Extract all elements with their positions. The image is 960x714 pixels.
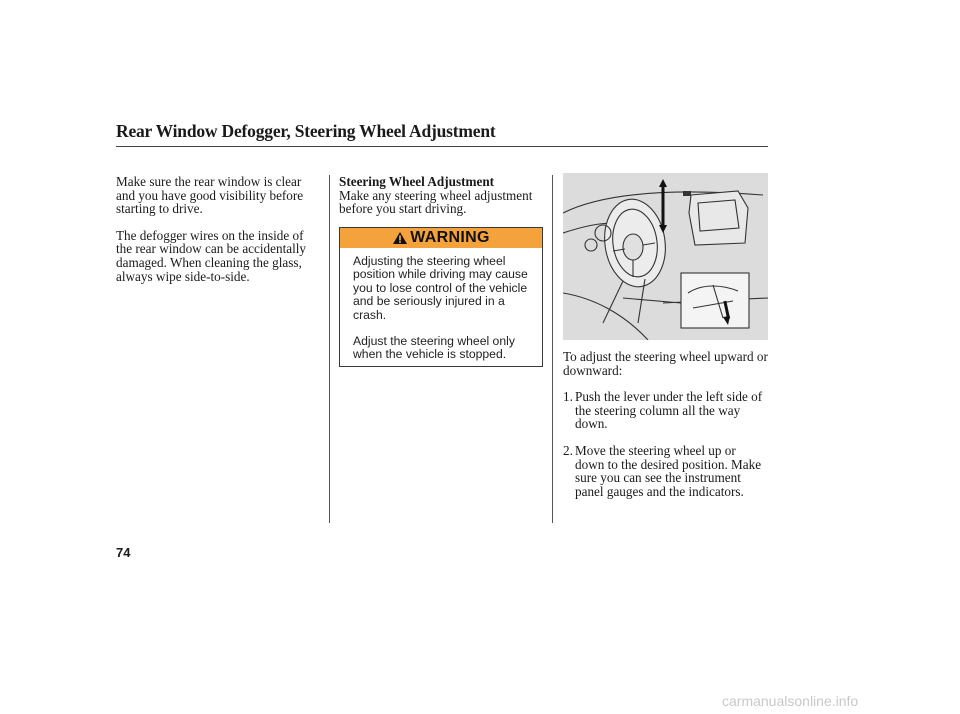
step-text: Move the steering wheel up or down to the desired position. Make sure you can see the instrument panel gauges and the indicators.: [575, 442, 762, 499]
middle-column: [339, 175, 549, 216]
warning-banner: [340, 228, 542, 248]
warning-text: [353, 255, 538, 362]
step-text: Push the lever under the left side of the steering column all the way down.: [575, 389, 763, 432]
warning-text-2: Adjust the steering wheel only when the vehicle is stopped.: [353, 334, 515, 362]
warning-text-1: Adjusting the steering wheel position while driving may cause you to lose control of the vehicle and be seriously injured in a crash.: [353, 254, 528, 322]
section-heading: Steering Wheel Adjustment: [339, 174, 495, 189]
right-column: [563, 350, 768, 498]
middle-intro: Make any steering wheel adjustment before you start driving.: [339, 187, 533, 217]
page-title: Rear Window Defogger, Steering Wheel Adjustment: [116, 121, 496, 141]
step-item: [563, 390, 768, 431]
column-divider-left: [329, 175, 330, 523]
column-divider-right: [552, 175, 553, 523]
title-rule: [116, 146, 768, 147]
warning-triangle-icon: [392, 231, 408, 245]
warning-box: [339, 227, 543, 367]
step-number: 2.: [563, 442, 573, 458]
steering-wheel-illustration: [563, 173, 768, 340]
right-intro: To adjust the steering wheel upward or downward:: [563, 349, 768, 378]
page-number: 74: [116, 545, 131, 560]
left-para-2: The defogger wires on the inside of the rear window can be accidentally damaged. When cleaning the glass, always wipe side-to-side.: [116, 227, 307, 284]
step-item: [563, 444, 768, 498]
step-number: 1.: [563, 389, 573, 405]
left-column: [116, 175, 316, 283]
watermark-text[interactable]: carmanualsonline.info: [722, 693, 859, 709]
left-para-1: Make sure the rear window is clear and you have good visibility before starting to drive.: [116, 174, 304, 217]
warning-label: WARNING: [410, 229, 490, 246]
steering-wheel-drawing: [563, 173, 768, 340]
